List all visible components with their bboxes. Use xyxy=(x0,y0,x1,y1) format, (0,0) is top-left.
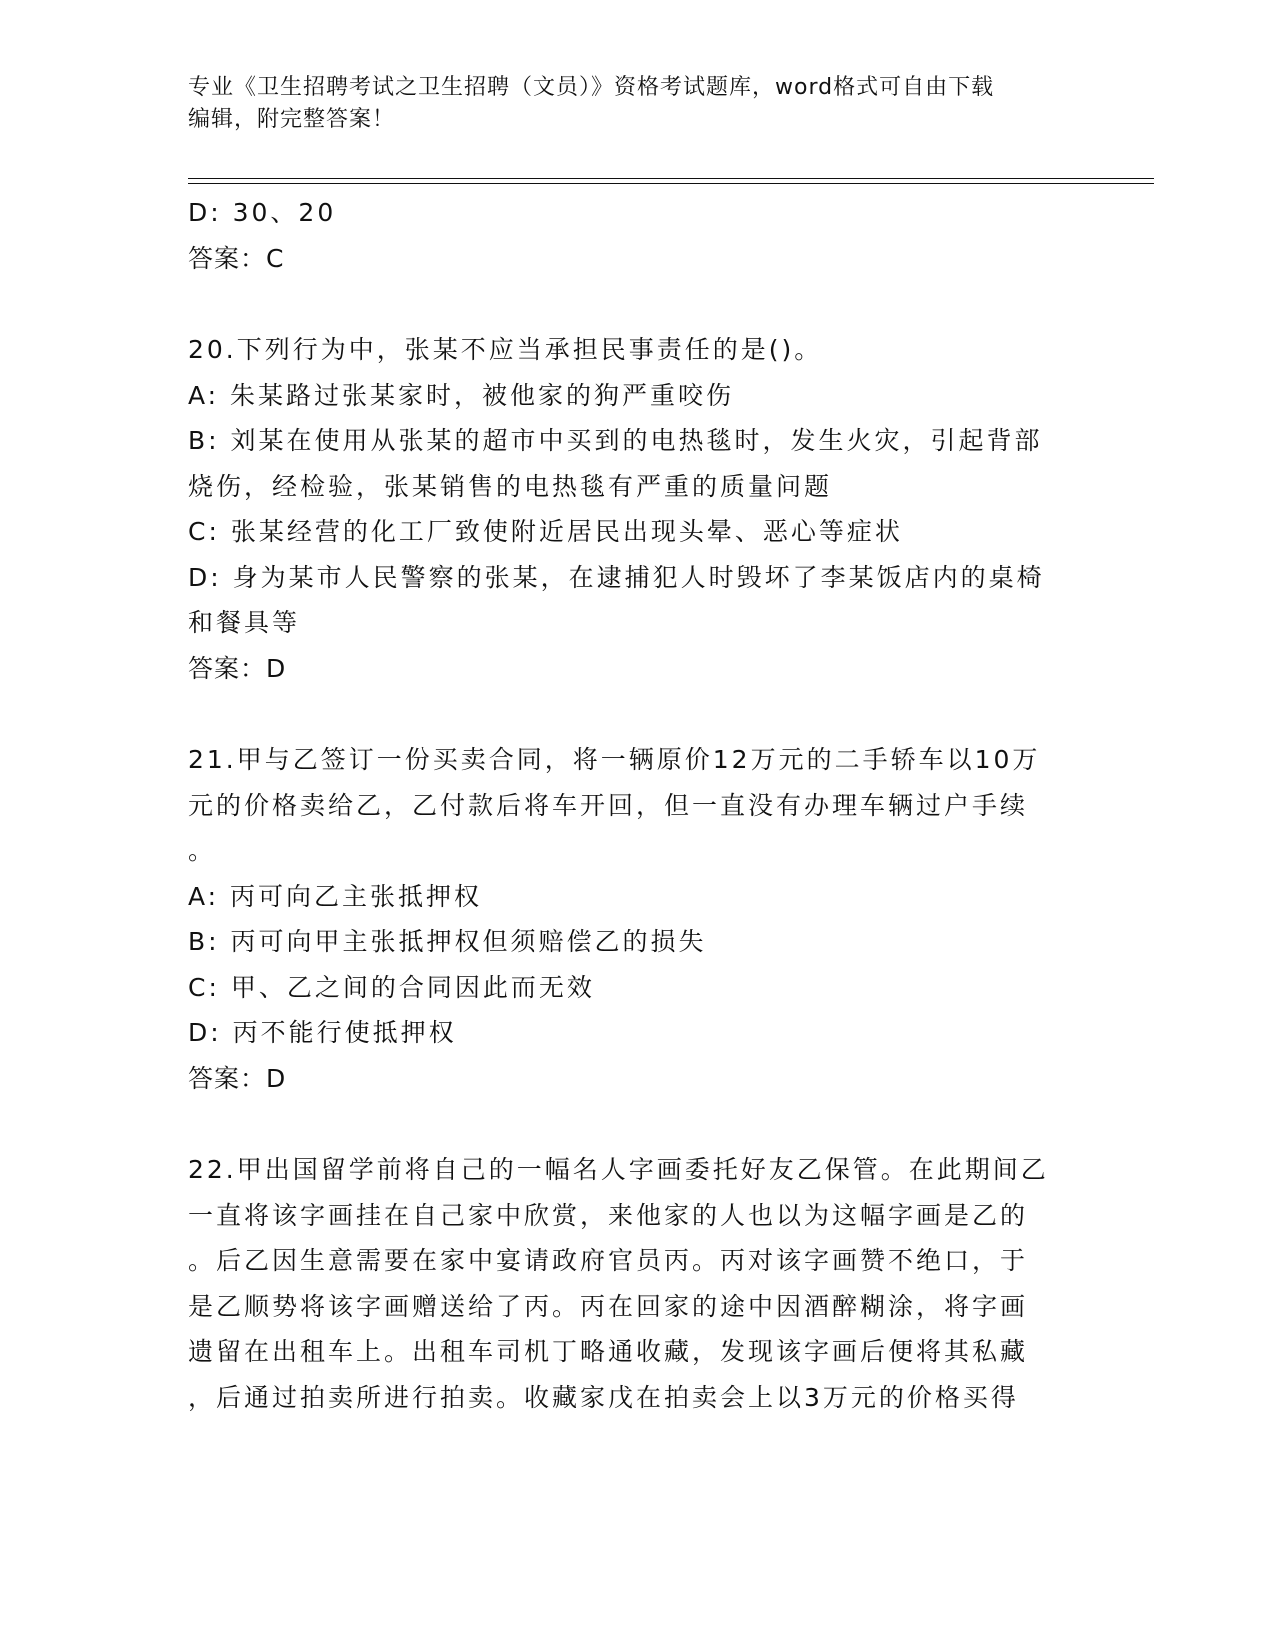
question-stem-line-3: 。后乙因生意需要在家中宴请政府官员丙。丙对该字画赞不绝口，于 xyxy=(188,1246,1029,1275)
question-21 xyxy=(188,737,1088,1101)
option-d-line-1: D: 身为某市人民警察的张某，在逮捕犯人时毁坏了李某饭店内的桌椅 xyxy=(188,562,1045,592)
spacer xyxy=(188,281,1088,327)
question-20 xyxy=(188,327,1088,691)
prev-question xyxy=(188,190,1088,281)
answer: 答案：D xyxy=(188,1063,287,1093)
question-stem-line-4: 是乙顺势将该字画赠送给了丙。丙在回家的途中因酒醉糊涂，将字画 xyxy=(188,1291,1029,1321)
header-divider-bottom xyxy=(188,183,1154,184)
option-a: A: 朱某路过张某家时，被他家的狗严重咬伤 xyxy=(188,380,735,410)
answer: 答案：D xyxy=(188,653,287,683)
option-a: A: 丙可向乙主张抵押权 xyxy=(188,881,483,911)
spacer xyxy=(188,691,1088,737)
question-stem-line-5: 遗留在出租车上。出租车司机丁略通收藏，发现该字画后便将其私藏 xyxy=(188,1337,1029,1366)
option-c: C: 张某经营的化工厂致使附近居民出现头晕、恶心等症状 xyxy=(188,517,903,546)
option-c: C: 甲、乙之间的合同因此而无效 xyxy=(188,972,595,1002)
header-line-1: 专业《卫生招聘考试之卫生招聘（文员）》资格考试题库，word格式可自由下载 xyxy=(188,75,995,100)
document-header xyxy=(188,72,1068,136)
header-divider-top xyxy=(188,178,1154,179)
question-22 xyxy=(188,1147,1088,1420)
option-d: D: 30、20 xyxy=(188,198,337,227)
document-body xyxy=(188,190,1088,1420)
question-stem-line-2: 一直将该字画挂在自己家中欣赏，来他家的人也以为这幅字画是乙的 xyxy=(188,1200,1029,1230)
option-b-line-2: 烧伤，经检验，张某销售的电热毯有严重的质量问题 xyxy=(188,471,833,501)
question-stem-line-3: 。 xyxy=(188,836,217,865)
spacer xyxy=(188,1101,1088,1147)
question-stem-line-6: ，后通过拍卖所进行拍卖。收藏家戊在拍卖会上以3万元的价格买得 xyxy=(188,1382,1019,1412)
option-b-line-1: B: 刘某在使用从张某的超市中买到的电热毯时，发生火灾，引起背部 xyxy=(188,426,1043,455)
header-line-2: 编辑，附完整答案！ xyxy=(188,107,396,132)
question-stem-line-1: 21.甲与乙签订一份买卖合同，将一辆原价12万元的二手轿车以10万 xyxy=(188,745,1041,774)
option-d: D: 丙不能行使抵押权 xyxy=(188,1018,457,1047)
answer: 答案：C xyxy=(188,243,285,273)
option-b: B: 丙可向甲主张抵押权但须赔偿乙的损失 xyxy=(188,927,707,956)
question-stem-line-2: 元的价格卖给乙，乙付款后将车开回，但一直没有办理车辆过户手续 xyxy=(188,790,1029,820)
question-stem: 20.下列行为中，张某不应当承担民事责任的是()。 xyxy=(188,335,823,364)
question-stem-line-1: 22.甲出国留学前将自己的一幅名人字画委托好友乙保管。在此期间乙 xyxy=(188,1155,1049,1184)
option-d-line-2: 和餐具等 xyxy=(188,608,301,637)
